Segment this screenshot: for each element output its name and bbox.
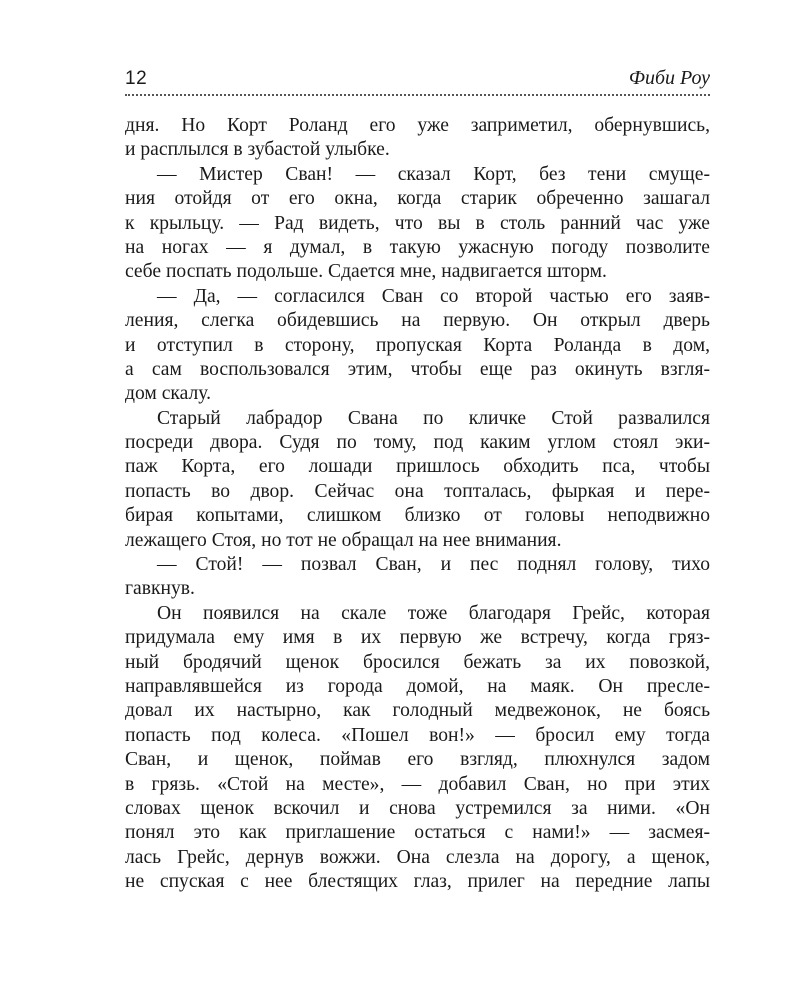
- paragraph: [125, 163, 710, 285]
- text-line: в грязь. «Стой на месте», — добавил Сван, но при этих: [125, 773, 710, 795]
- text-line: и отступил в сторону, пропуская Корта Роланда в дом,: [125, 334, 710, 356]
- header-dotted-rule: [125, 94, 710, 96]
- text-line: лежащего Стоя, но тот не обращал на нее внимания.: [125, 529, 562, 551]
- body-text: [125, 114, 710, 895]
- paragraph: [125, 114, 710, 163]
- text-line: — Мистер Сван! — сказал Корт, без тени смуще-: [157, 163, 710, 185]
- text-line: — Да, — согласился Сван со второй частью его заяв-: [157, 285, 710, 307]
- text-line: бирая копытами, слишком близко от головы неподвижно: [125, 505, 710, 527]
- text-line: и расплылся в зубастой улыбке.: [125, 139, 390, 161]
- text-line: придумала ему имя в их первую же встречу, когда гряз-: [125, 627, 710, 649]
- text-line: к крыльцу. — Рад видеть, что вы в столь ранний час уже: [125, 212, 710, 234]
- text-line: себе поспать подольше. Сдается мне, надвигается шторм.: [125, 261, 607, 283]
- running-head-author: Фиби Роу: [628, 67, 710, 89]
- text-line: Он появился на скале тоже благодаря Грейс, которая: [157, 602, 710, 624]
- text-line: — Стой! — позвал Сван, и пес поднял голову, тихо: [157, 554, 710, 576]
- text-line: ный бродячий щенок бросился бежать за их повозкой,: [125, 651, 710, 673]
- text-line: попасть под колеса. «Пошел вон!» — бросил ему тогда: [125, 724, 710, 746]
- page-number: 12: [125, 68, 148, 89]
- text-line: понял это как приглашение остаться с нами!» — засмея-: [125, 822, 710, 844]
- text-line: Старый лабрадор Свана по кличке Стой развалился: [157, 407, 710, 429]
- text-line: дом скалу.: [125, 383, 211, 405]
- text-line: ния отойдя от его окна, когда старик обреченно зашагал: [125, 188, 710, 210]
- paragraph: [125, 407, 710, 553]
- paragraph: [125, 602, 710, 895]
- text-line: паж Корта, его лошади пришлось обходить пса, чтобы: [125, 456, 710, 478]
- text-line: на ногах — я думал, в такую ужасную погоду позволите: [125, 236, 710, 258]
- paragraph: [125, 553, 710, 602]
- text-line: а сам воспользовался этим, чтобы еще раз окинуть взгля-: [125, 358, 710, 380]
- text-line: направлявшейся из города домой, на маяк. Он пресле-: [125, 675, 710, 697]
- text-line: Сван, и щенок, поймав его взгляд, плюхнулся задом: [125, 749, 710, 771]
- paragraph: [125, 285, 710, 407]
- text-line: не спуская с нее блестящих глаз, прилег на передние лапы: [125, 871, 710, 893]
- text-line: словах щенок вскочил и снова устремился за ними. «Он: [125, 797, 710, 819]
- page-header: [125, 64, 710, 94]
- text-line: довал их настырно, как голодный медвежонок, не боясь: [125, 700, 710, 722]
- text-line: попасть во двор. Сейчас она топталась, фыркая и пере-: [125, 480, 710, 502]
- text-line: ления, слегка обидевшись на первую. Он открыл дверь: [125, 310, 710, 332]
- text-line: посреди двора. Судя по тому, под каким углом стоял эки-: [125, 432, 710, 454]
- text-line: дня. Но Корт Роланд его уже заприметил, обернувшись,: [125, 115, 710, 136]
- text-line: гавкнув.: [125, 578, 195, 600]
- text-line: лась Грейс, дернув вожжи. Она слезла на дорогу, а щенок,: [125, 846, 710, 868]
